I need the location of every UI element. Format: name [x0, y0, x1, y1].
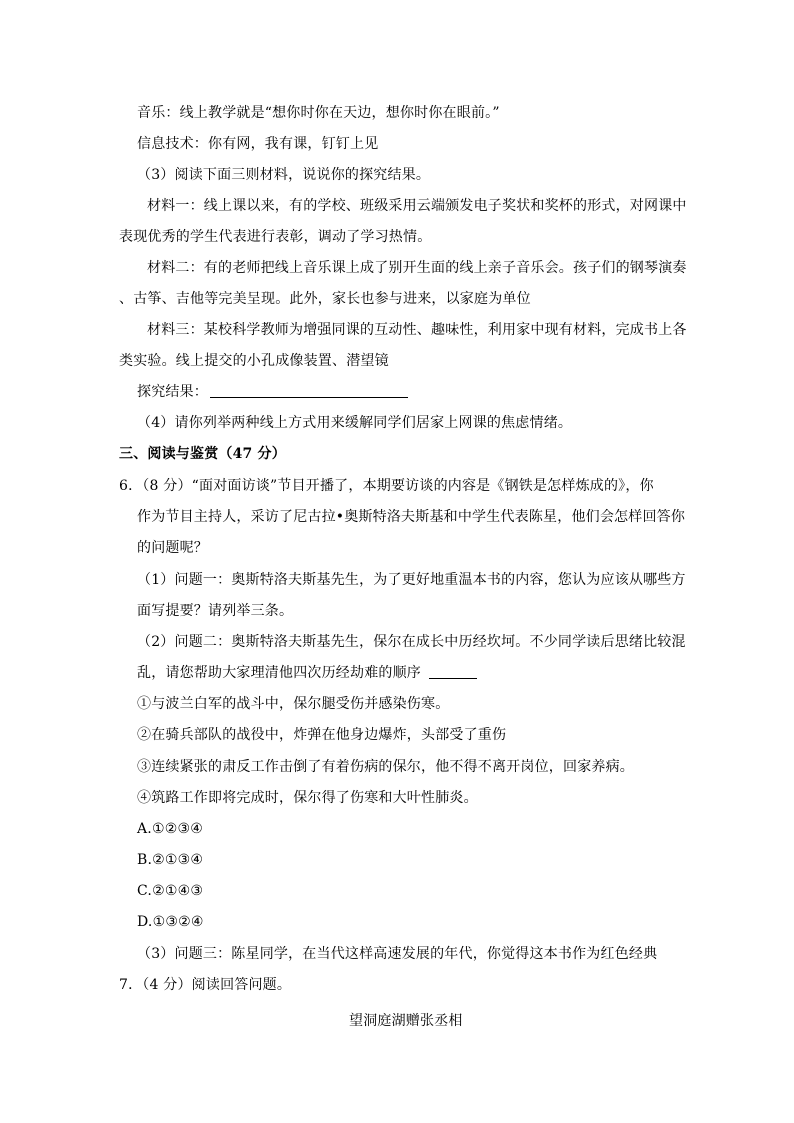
result-line	[137, 382, 408, 402]
material-2-line-2: 、古筝、吉他等完美呈现。此外，家长也参与进来，以家庭为单位	[119, 291, 531, 307]
event-2: ②在骑兵部队的战役中，炸弹在他身边爆炸，头部受了重伤	[137, 727, 507, 743]
question-7: 7．（4 分）阅读回答问题。	[119, 977, 292, 993]
option-a: A.①②③④	[137, 821, 203, 837]
event-4: ④筑路工作即将完成时，保尔得了伤寒和大叶性肺炎。	[137, 790, 478, 806]
material-2-line-1: 材料二：有的老师把线上音乐课上成了别开生面的线上亲子音乐会。孩子们的钢琴演奏	[147, 260, 687, 276]
music-line: 音乐：线上教学就是“想你时你在天边，想你时你在眼前。”	[137, 105, 500, 121]
option-b: B.②①③④	[137, 852, 204, 868]
option-d: D.①③②④	[137, 914, 204, 930]
material-1-line-1: 材料一：线上课以来，有的学校、班级采用云端颁发电子奖状和奖杯的形式，对网课中	[147, 198, 687, 214]
question-6-line-3: 的问题呢？	[137, 540, 208, 556]
question-6-1-line-2: 面写提要？请列举三条。	[137, 603, 294, 619]
poem-title: 望洞庭湖赠张丞相	[349, 1013, 463, 1029]
question-6-3: （3）问题三：陈星同学，在当代这样高速发展的年代，你觉得这本书作为红色经典	[137, 946, 658, 962]
event-1: ①与波兰白军的战斗中，保尔腿受伤并感染伤寒。	[137, 696, 450, 712]
material-3-line-1: 材料三：某校科学教师为增强同课的互动性、趣味性，利用家中现有材料，完成书上各	[147, 322, 687, 338]
event-3: ③连续紧张的肃反工作击倒了有着伤病的保尔，他不得不离开岗位，回家养病。	[137, 759, 634, 775]
material-3-line-2: 类实验。线上提交的小孔成像装置、潜望镜	[119, 353, 389, 369]
answer-blank	[210, 383, 408, 398]
question-6-2-text: 乱，请您帮助大家理清他四次历经劫难的顺序	[137, 665, 421, 681]
question-6-2-line-2	[137, 663, 477, 683]
question-6-line-1: 6．（8 分）“面对面访谈”节目开播了，本期要访谈的内容是《钢铁是怎样炼成的》，你	[119, 478, 654, 494]
option-c: C.②①④③	[137, 883, 204, 899]
question-4: （4）请你列举两种线上方式用来缓解同学们居家上网课的焦虑情绪。	[137, 415, 573, 431]
material-1-line-2: 表现优秀的学生代表进行表彰，调动了学习热情。	[119, 229, 432, 245]
question-6-2-line-1: （2）问题二：奥斯特洛夫斯基先生，保尔在成长中历经坎坷。不少同学读后思绪比较混	[137, 634, 686, 650]
question-6-1-line-1: （1）问题一：奥斯特洛夫斯基先生，为了更好地重温本书的内容，您认为应该从哪些方	[137, 572, 686, 588]
question-6-line-2: 作为节目主持人，采访了尼古拉•奥斯特洛夫斯基和中学生代表陈星，他们会怎样回答你	[137, 509, 686, 525]
answer-blank	[429, 664, 477, 679]
section-3-heading: 三、阅读与鉴赏（47 分）	[119, 446, 286, 462]
question-3-intro: （3）阅读下面三则材料，说说你的探究结果。	[137, 167, 431, 183]
it-line: 信息技术：你有网，我有课，钉钉上见	[137, 136, 379, 152]
result-label: 探究结果：	[137, 384, 208, 400]
